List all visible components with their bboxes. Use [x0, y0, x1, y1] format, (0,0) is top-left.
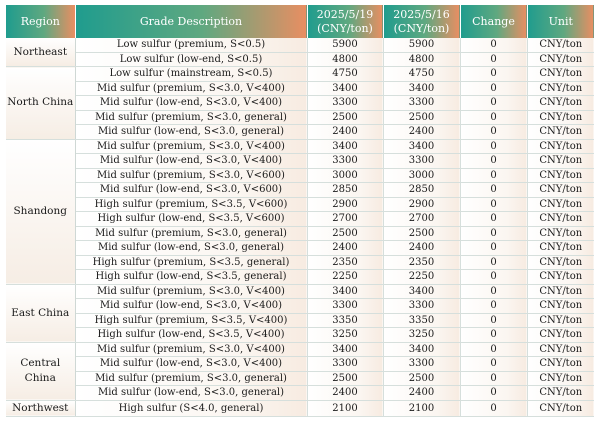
- unit-cell: CNY/ton: [527, 81, 594, 96]
- change-cell: 0: [460, 386, 527, 401]
- region-cell: Shandong: [6, 139, 75, 284]
- change-cell: 0: [460, 400, 527, 416]
- price-2025-5-19-cell: 2400: [307, 386, 383, 401]
- header-date-2025-5-16: 2025/5/16 (CNY/ton): [383, 5, 460, 38]
- grade-cell: Mid sulfur (premium, S<3.0, V<400): [75, 284, 307, 299]
- grade-cell: Low sulfur (mainstream, S<0.5): [75, 67, 307, 82]
- price-2025-5-16-cell: 2850: [383, 183, 460, 198]
- unit-cell: CNY/ton: [527, 125, 594, 140]
- price-2025-5-16-cell: 2500: [383, 371, 460, 386]
- price-2025-5-19-cell: 3300: [307, 96, 383, 111]
- price-2025-5-16-cell: 3400: [383, 139, 460, 154]
- price-2025-5-19-cell: 3250: [307, 328, 383, 343]
- price-2025-5-19-cell: 2400: [307, 125, 383, 140]
- unit-cell: CNY/ton: [527, 168, 594, 183]
- unit-cell: CNY/ton: [527, 357, 594, 372]
- price-2025-5-19-cell: 2500: [307, 226, 383, 241]
- change-cell: 0: [460, 125, 527, 140]
- price-2025-5-19-cell: 4800: [307, 52, 383, 67]
- grade-cell: High sulfur (low-end, S<3.5, general): [75, 270, 307, 285]
- price-2025-5-16-cell: 3250: [383, 328, 460, 343]
- table-row: [6, 357, 594, 372]
- unit-cell: CNY/ton: [527, 284, 594, 299]
- price-2025-5-19-cell: 3400: [307, 81, 383, 96]
- change-cell: 0: [460, 371, 527, 386]
- region-cell: Northwest: [6, 400, 75, 416]
- table-row: [6, 197, 594, 212]
- header-grade-description: Grade Description: [75, 5, 307, 38]
- price-2025-5-19-cell: 3300: [307, 154, 383, 169]
- price-2025-5-16-cell: 3300: [383, 154, 460, 169]
- grade-cell: Mid sulfur (premium, S<3.0, general): [75, 371, 307, 386]
- price-2025-5-16-cell: 3400: [383, 342, 460, 357]
- table-row: [6, 96, 594, 111]
- table-row: [6, 313, 594, 328]
- table-row: [6, 400, 594, 416]
- grade-cell: High sulfur (premium, S<3.5, general): [75, 255, 307, 270]
- price-2025-5-16-cell: 3300: [383, 357, 460, 372]
- price-2025-5-16-cell: 2400: [383, 241, 460, 256]
- grade-cell: Mid sulfur (low-end, S<3.0, general): [75, 386, 307, 401]
- price-2025-5-19-cell: 3300: [307, 357, 383, 372]
- grade-cell: High sulfur (low-end, S<3.5, V<400): [75, 328, 307, 343]
- header-region: Region: [6, 5, 75, 38]
- region-cell: Northeast: [6, 38, 75, 67]
- price-2025-5-16-cell: 2350: [383, 255, 460, 270]
- unit-cell: CNY/ton: [527, 38, 594, 52]
- change-cell: 0: [460, 38, 527, 52]
- grade-cell: Mid sulfur (low-end, S<3.0, general): [75, 125, 307, 140]
- price-2025-5-16-cell: 2400: [383, 386, 460, 401]
- change-cell: 0: [460, 197, 527, 212]
- unit-cell: CNY/ton: [527, 342, 594, 357]
- unit-cell: CNY/ton: [527, 197, 594, 212]
- change-cell: 0: [460, 241, 527, 256]
- change-cell: 0: [460, 81, 527, 96]
- price-2025-5-19-cell: 2100: [307, 400, 383, 416]
- unit-cell: CNY/ton: [527, 400, 594, 416]
- price-2025-5-16-cell: 2700: [383, 212, 460, 227]
- table-row: [6, 212, 594, 227]
- table-row: [6, 183, 594, 198]
- grade-cell: Mid sulfur (low-end, S<3.0, V<400): [75, 357, 307, 372]
- table-row: [6, 270, 594, 285]
- price-2025-5-19-cell: 2350: [307, 255, 383, 270]
- price-2025-5-16-cell: 2500: [383, 110, 460, 125]
- table-row: [6, 81, 594, 96]
- change-cell: 0: [460, 299, 527, 314]
- change-cell: 0: [460, 270, 527, 285]
- grade-cell: Mid sulfur (low-end, S<3.0, general): [75, 241, 307, 256]
- price-2025-5-19-cell: 2500: [307, 110, 383, 125]
- unit-cell: CNY/ton: [527, 154, 594, 169]
- price-2025-5-19-cell: 2850: [307, 183, 383, 198]
- price-2025-5-16-cell: 2250: [383, 270, 460, 285]
- price-2025-5-16-cell: 2500: [383, 226, 460, 241]
- table-row: [6, 110, 594, 125]
- table-row: [6, 38, 594, 52]
- unit-cell: CNY/ton: [527, 241, 594, 256]
- unit-cell: CNY/ton: [527, 183, 594, 198]
- price-2025-5-19-cell: 4750: [307, 67, 383, 82]
- grade-cell: Mid sulfur (premium, S<3.0, general): [75, 110, 307, 125]
- header-date-2025-5-19: 2025/5/19 (CNY/ton): [307, 5, 383, 38]
- region-cell: East China: [6, 284, 75, 342]
- unit-cell: CNY/ton: [527, 386, 594, 401]
- unit-cell: CNY/ton: [527, 212, 594, 227]
- price-2025-5-19-cell: 2900: [307, 197, 383, 212]
- table-row: [6, 52, 594, 67]
- price-2025-5-16-cell: 2100: [383, 400, 460, 416]
- table-row: [6, 371, 594, 386]
- unit-cell: CNY/ton: [527, 371, 594, 386]
- change-cell: 0: [460, 328, 527, 343]
- price-2025-5-16-cell: 3300: [383, 299, 460, 314]
- table-row: [6, 342, 594, 357]
- price-table-container: [6, 5, 594, 417]
- header-change: Change: [460, 5, 527, 38]
- table-row: [6, 386, 594, 401]
- price-2025-5-19-cell: 3400: [307, 342, 383, 357]
- table-header-row: [6, 5, 594, 38]
- unit-cell: CNY/ton: [527, 313, 594, 328]
- price-2025-5-16-cell: 3350: [383, 313, 460, 328]
- change-cell: 0: [460, 357, 527, 372]
- price-2025-5-19-cell: 2700: [307, 212, 383, 227]
- grade-cell: Mid sulfur (low-end, S<3.0, V<400): [75, 299, 307, 314]
- price-2025-5-16-cell: 3000: [383, 168, 460, 183]
- price-2025-5-19-cell: 2400: [307, 241, 383, 256]
- grade-cell: High sulfur (low-end, S<3.5, V<600): [75, 212, 307, 227]
- unit-cell: CNY/ton: [527, 270, 594, 285]
- change-cell: 0: [460, 212, 527, 227]
- change-cell: 0: [460, 67, 527, 82]
- unit-cell: CNY/ton: [527, 226, 594, 241]
- grade-cell: Low sulfur (premium, S<0.5): [75, 38, 307, 52]
- price-2025-5-16-cell: 2400: [383, 125, 460, 140]
- price-2025-5-16-cell: 3300: [383, 96, 460, 111]
- price-2025-5-19-cell: 2500: [307, 371, 383, 386]
- price-2025-5-16-cell: 3400: [383, 284, 460, 299]
- price-2025-5-16-cell: 3400: [383, 81, 460, 96]
- unit-cell: CNY/ton: [527, 299, 594, 314]
- region-cell: Central China: [6, 342, 75, 400]
- table-row: [6, 299, 594, 314]
- change-cell: 0: [460, 226, 527, 241]
- table-row: [6, 255, 594, 270]
- table-row: [6, 125, 594, 140]
- grade-cell: Mid sulfur (premium, S<3.0, V<400): [75, 81, 307, 96]
- price-2025-5-19-cell: 5900: [307, 38, 383, 52]
- table-body: [6, 38, 594, 416]
- price-2025-5-16-cell: 5900: [383, 38, 460, 52]
- grade-cell: Mid sulfur (low-end, S<3.0, V<600): [75, 183, 307, 198]
- unit-cell: CNY/ton: [527, 328, 594, 343]
- price-2025-5-19-cell: 3350: [307, 313, 383, 328]
- region-cell: North China: [6, 67, 75, 140]
- price-2025-5-19-cell: 2250: [307, 270, 383, 285]
- table-row: [6, 154, 594, 169]
- unit-cell: CNY/ton: [527, 110, 594, 125]
- price-2025-5-16-cell: 4750: [383, 67, 460, 82]
- price-table: [6, 5, 594, 417]
- change-cell: 0: [460, 168, 527, 183]
- change-cell: 0: [460, 255, 527, 270]
- grade-cell: Mid sulfur (premium, S<3.0, V<400): [75, 342, 307, 357]
- unit-cell: CNY/ton: [527, 96, 594, 111]
- table-row: [6, 226, 594, 241]
- table-row: [6, 67, 594, 82]
- change-cell: 0: [460, 52, 527, 67]
- unit-cell: CNY/ton: [527, 67, 594, 82]
- change-cell: 0: [460, 139, 527, 154]
- price-2025-5-19-cell: 3400: [307, 284, 383, 299]
- change-cell: 0: [460, 154, 527, 169]
- grade-cell: Mid sulfur (premium, S<3.0, V<400): [75, 139, 307, 154]
- price-2025-5-16-cell: 2900: [383, 197, 460, 212]
- grade-cell: Mid sulfur (low-end, S<3.0, V<400): [75, 154, 307, 169]
- change-cell: 0: [460, 96, 527, 111]
- price-2025-5-19-cell: 3300: [307, 299, 383, 314]
- change-cell: 0: [460, 284, 527, 299]
- grade-cell: High sulfur (S<4.0, general): [75, 400, 307, 416]
- table-row: [6, 284, 594, 299]
- unit-cell: CNY/ton: [527, 139, 594, 154]
- table-row: [6, 241, 594, 256]
- table-row: [6, 328, 594, 343]
- grade-cell: Mid sulfur (premium, S<3.0, general): [75, 226, 307, 241]
- price-2025-5-19-cell: 3000: [307, 168, 383, 183]
- change-cell: 0: [460, 183, 527, 198]
- price-2025-5-16-cell: 4800: [383, 52, 460, 67]
- grade-cell: Low sulfur (low-end, S<0.5): [75, 52, 307, 67]
- grade-cell: Mid sulfur (low-end, S<3.0, V<400): [75, 96, 307, 111]
- header-unit: Unit: [527, 5, 594, 38]
- grade-cell: High sulfur (premium, S<3.5, V<600): [75, 197, 307, 212]
- grade-cell: High sulfur (premium, S<3.5, V<400): [75, 313, 307, 328]
- unit-cell: CNY/ton: [527, 52, 594, 67]
- change-cell: 0: [460, 110, 527, 125]
- grade-cell: Mid sulfur (premium, S<3.0, V<600): [75, 168, 307, 183]
- unit-cell: CNY/ton: [527, 255, 594, 270]
- change-cell: 0: [460, 342, 527, 357]
- change-cell: 0: [460, 313, 527, 328]
- price-2025-5-19-cell: 3400: [307, 139, 383, 154]
- table-row: [6, 168, 594, 183]
- table-row: [6, 139, 594, 154]
